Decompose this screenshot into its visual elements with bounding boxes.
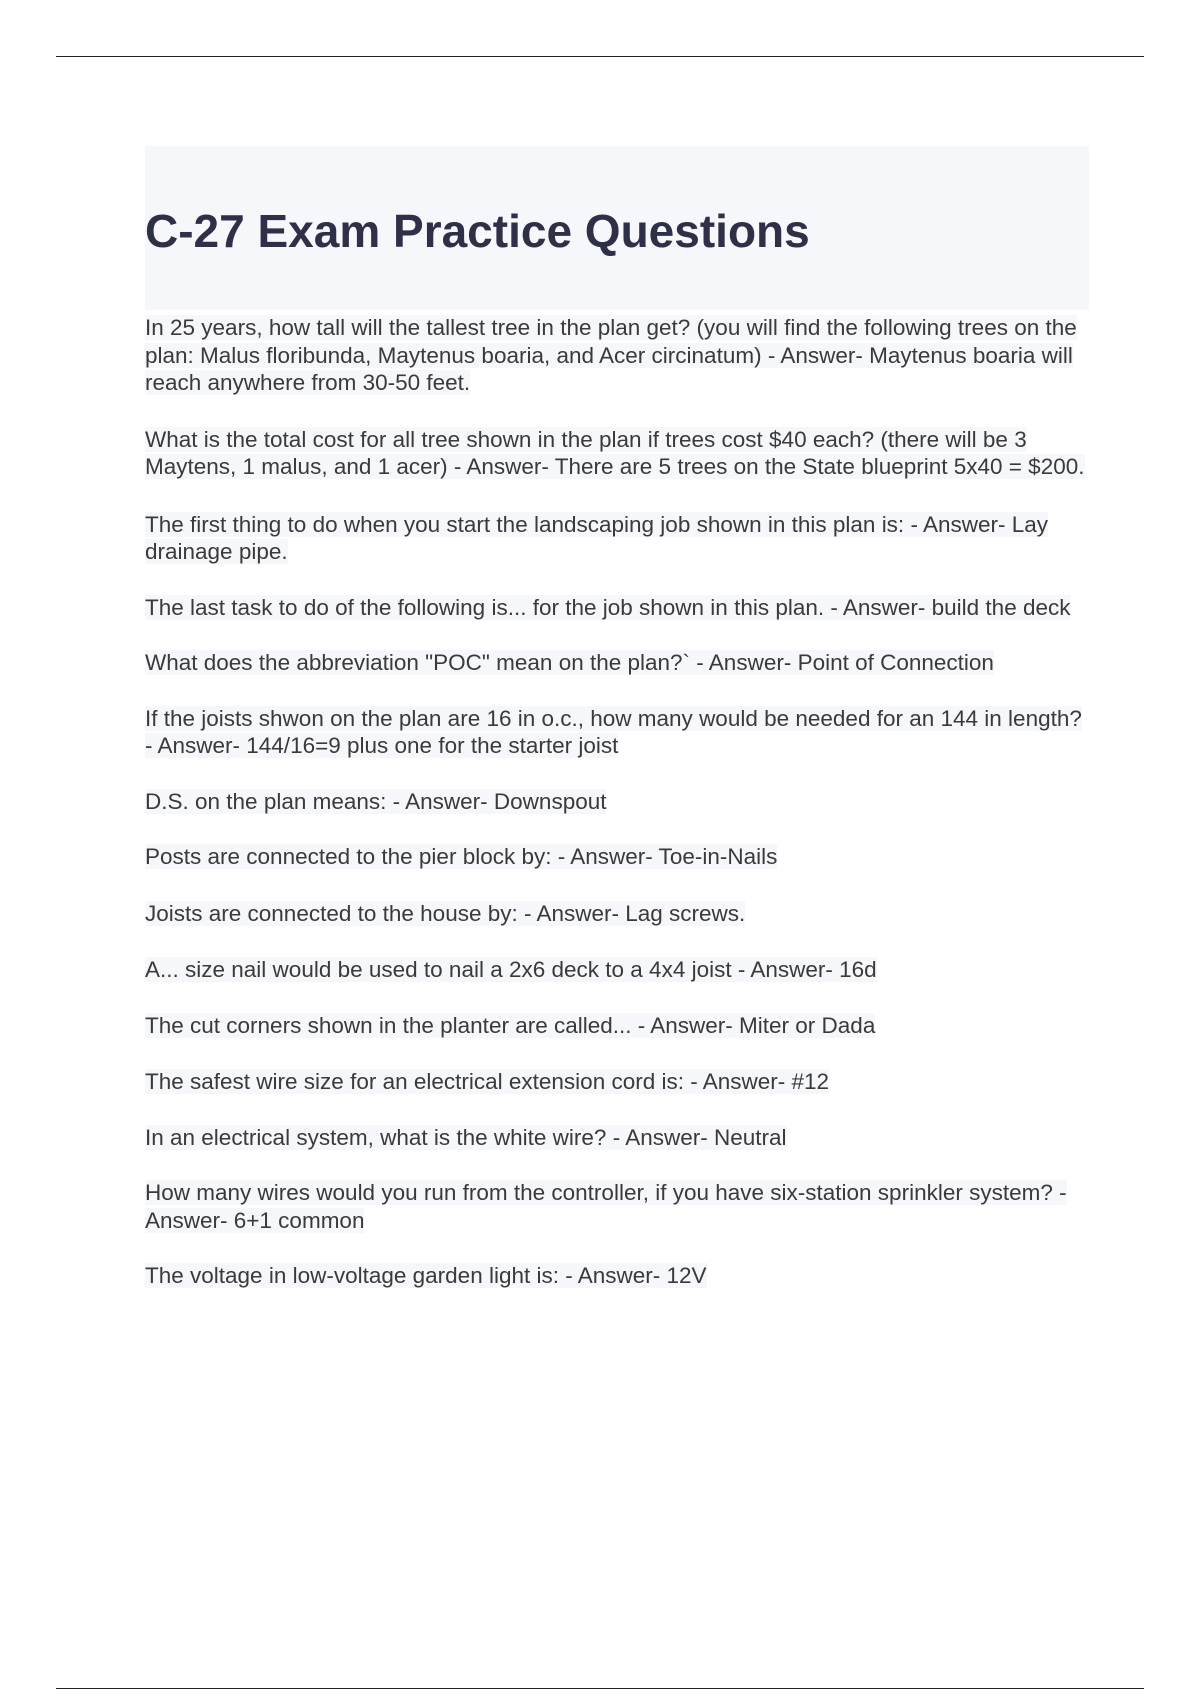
question-text: The voltage in low-voltage garden light is: - Answer- 12V (145, 1263, 707, 1288)
question-text: What does the abbreviation "POC" mean on the plan?` - Answer- Point of Connection (145, 650, 994, 675)
question-text: The safest wire size for an electrical extension cord is: - Answer- #12 (145, 1069, 830, 1094)
question-item (145, 843, 1089, 871)
question-text: Joists are connected to the house by: - Answer- Lag screws. (145, 900, 746, 926)
question-item (145, 594, 1089, 622)
question-item (145, 1124, 1089, 1152)
question-text: The cut corners shown in the planter are called... - Answer- Miter or Dada (145, 1012, 876, 1038)
question-text: In 25 years, how tall will the tallest tree in the plan get? (you will find the following trees on the plan: Malus floribunda, Maytenus boaria, and Acer circinatum) - Answer- Maytenus boaria will reach anywhere from 30-50 feet. (145, 315, 1077, 395)
question-list (145, 314, 1089, 1290)
question-text: The last task to do of the following is... for the job shown in this plan. - Answer- build the deck (145, 594, 1071, 620)
bottom-divider (56, 1688, 1144, 1689)
question-text: If the joists shwon on the plan are 16 in o.c., how many would be needed for an 144 in length? - Answer- 144/16=9 plus one for the starter joist (145, 705, 1082, 758)
question-item (145, 1179, 1089, 1234)
document-content (145, 146, 1089, 1290)
title-band (145, 146, 1089, 310)
top-divider (56, 56, 1144, 57)
question-text: Posts are connected to the pier block by: - Answer- Toe-in-Nails (145, 844, 778, 869)
question-text: The first thing to do when you start the landscaping job shown in this plan is: - Answer- Lay drainage pipe. (145, 511, 1048, 564)
question-item (145, 649, 1089, 677)
question-item (145, 956, 1089, 984)
question-item (145, 788, 1089, 816)
question-text: How many wires would you run from the controller, if you have six-station sprinkler system? - Answer- 6+1 common (145, 1180, 1067, 1233)
question-item (145, 314, 1089, 397)
question-item (145, 900, 1089, 928)
question-text: A... size nail would be used to nail a 2x6 deck to a 4x4 joist - Answer- 16d (145, 957, 877, 982)
question-item (145, 511, 1089, 566)
question-item (145, 1262, 1089, 1290)
question-item (145, 426, 1089, 481)
question-item (145, 705, 1089, 760)
question-text: In an electrical system, what is the white wire? - Answer- Neutral (145, 1124, 787, 1150)
question-text: D.S. on the plan means: - Answer- Downspout (145, 788, 607, 814)
question-item (145, 1012, 1089, 1040)
question-text: What is the total cost for all tree shown in the plan if trees cost $40 each? (there will be 3 Maytens, 1 malus, and 1 acer) - Answer- There are 5 trees on the State blueprint 5x40 = $200. (145, 426, 1085, 479)
document-title: C-27 Exam Practice Questions (145, 205, 810, 257)
question-item (145, 1068, 1089, 1096)
